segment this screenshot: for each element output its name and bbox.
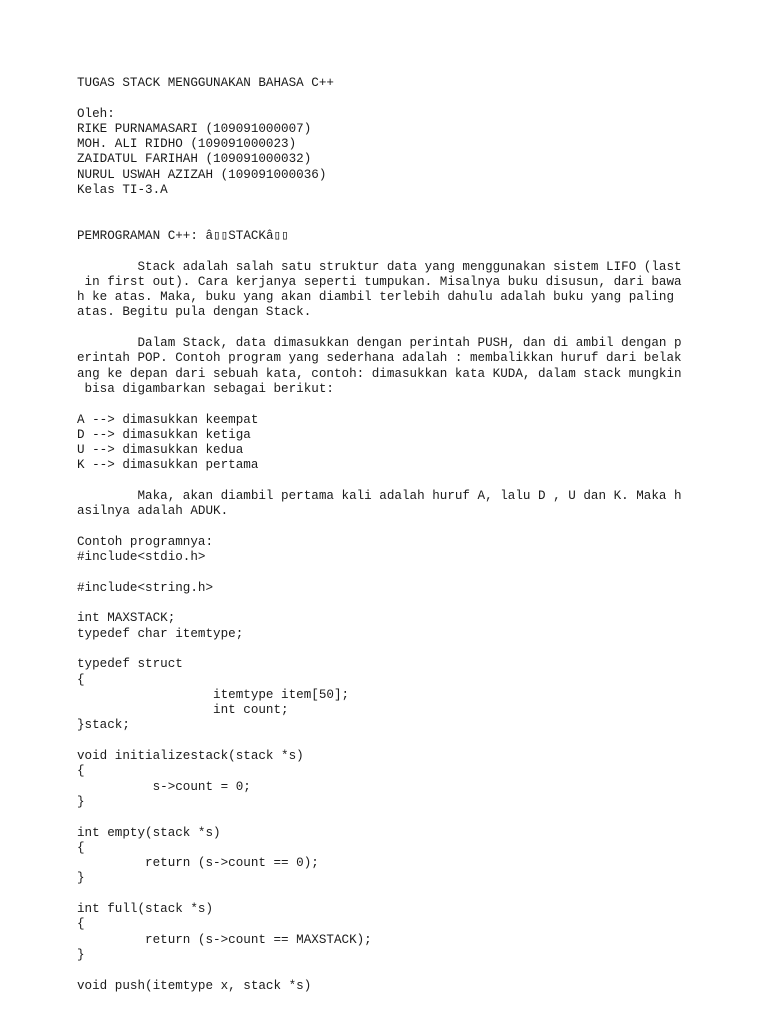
text-line: #include<string.h> (77, 580, 214, 595)
text-line: { (77, 917, 85, 932)
text-line: { (77, 840, 85, 855)
text-line (77, 596, 717, 611)
text-line: #include<stdio.h> (77, 550, 206, 565)
text-line: Stack adalah salah satu struktur data yang menggunakan sistem LIFO (last (77, 259, 682, 274)
text-line: bisa digambarkan sebagai berikut: (77, 381, 334, 396)
text-line: U --> dimasukkan kedua (77, 443, 244, 458)
text-line (77, 214, 717, 229)
text-line: D --> dimasukkan ketiga (77, 427, 251, 442)
text-line: Oleh: (77, 106, 115, 121)
text-line (77, 91, 717, 106)
text-line: K --> dimasukkan pertama (77, 458, 259, 473)
text-line: NURUL USWAH AZIZAH (109091000036) (77, 167, 327, 182)
text-line: s->count = 0; (77, 779, 251, 794)
text-line: TUGAS STACK MENGGUNAKAN BAHASA C++ (77, 76, 334, 90)
text-line: void push(itemtype x, stack *s) (77, 978, 312, 993)
text-line: { (77, 672, 85, 687)
text-line: Dalam Stack, data dimasukkan dengan perintah PUSH, dan di ambil dengan p (77, 336, 682, 351)
document-text (77, 76, 717, 994)
text-line: return (s->count == 0); (77, 856, 319, 871)
text-line: int empty(stack *s) (77, 825, 221, 840)
text-line: h ke atas. Maka, buku yang akan diambil terlebih dahulu adalah buku yang paling (77, 290, 675, 305)
text-line: PEMROGRAMAN C++: â▯▯STACKâ▯▯ (77, 228, 289, 243)
text-line: { (77, 764, 85, 779)
text-line: erintah POP. Contoh program yang sederhana adalah : membalikkan huruf dari belak (77, 351, 682, 366)
text-line: void initializestack(stack *s) (77, 749, 304, 764)
text-line (77, 520, 717, 535)
text-line (77, 810, 717, 825)
text-line (77, 963, 717, 978)
text-line (77, 642, 717, 657)
text-line: itemtype item[50]; (77, 687, 350, 702)
text-line (77, 887, 717, 902)
text-line: int full(stack *s) (77, 902, 214, 917)
text-line: ang ke depan dari sebuah kata, contoh: dimasukkan kata KUDA, dalam stack mungkin (77, 366, 682, 381)
text-line: } (77, 794, 85, 809)
text-line: atas. Begitu pula dengan Stack. (77, 305, 312, 320)
text-line: ZAIDATUL FARIHAH (109091000032) (77, 152, 312, 167)
text-line: Kelas TI-3.A (77, 183, 168, 198)
text-line: asilnya adalah ADUK. (77, 504, 229, 519)
text-line: RIKE PURNAMASARI (109091000007) (77, 121, 312, 136)
text-line: A --> dimasukkan keempat (77, 412, 259, 427)
text-line (77, 474, 717, 489)
text-line: typedef struct (77, 657, 183, 672)
text-line: return (s->count == MAXSTACK); (77, 932, 372, 947)
text-line: in first out). Cara kerjanya seperti tumpukan. Misalnya buku disusun, dari bawa (77, 274, 682, 289)
text-line: typedef char itemtype; (77, 626, 244, 641)
text-line (77, 244, 717, 259)
text-line: } (77, 947, 85, 962)
text-line: int MAXSTACK; (77, 611, 176, 626)
text-line: } (77, 871, 85, 886)
text-line (77, 321, 717, 336)
text-line (77, 734, 717, 749)
text-line (77, 566, 717, 581)
text-line: int count; (77, 703, 289, 718)
text-line (77, 397, 717, 412)
text-line: Contoh programnya: (77, 534, 214, 549)
text-line: Maka, akan diambil pertama kali adalah huruf A, lalu D , U dan K. Maka h (77, 489, 682, 504)
text-line: }stack; (77, 718, 130, 733)
text-line: MOH. ALI RIDHO (109091000023) (77, 137, 297, 152)
text-line (77, 198, 717, 213)
